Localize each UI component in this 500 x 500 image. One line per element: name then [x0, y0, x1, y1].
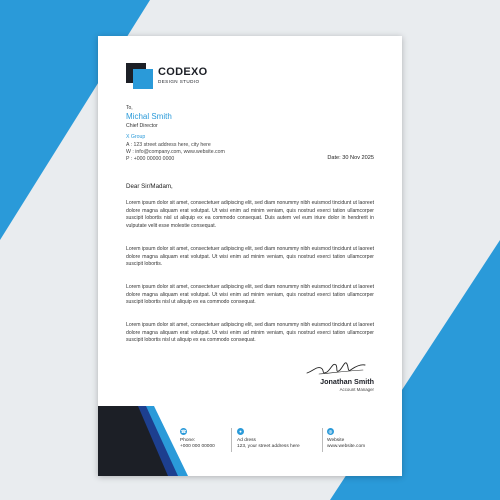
- globe-icon: ◍: [328, 429, 333, 434]
- logo-name: CODEXO: [158, 66, 208, 78]
- footer-divider: [322, 428, 323, 452]
- company-logo: [126, 63, 256, 95]
- signatory-name: Jonathan Smith: [320, 377, 374, 386]
- to-label: To,: [126, 105, 133, 111]
- body-paragraph: Lorem ipsum dolor sit amet, consectetuer adipiscing elit, sed diam nonummy nibh euismod tincidunt ut laoreet dolore magna aliquam erat volutpat. Ut wisi enim ad minim veniam, quis nostrud exerci tation ullamcorper suscipit lobortis nisl ut aliquip ex ea commodo consequat.: [126, 284, 374, 306]
- body-paragraph: Lorem ipsum dolor sit amet, consectetuer adipiscing elit, sed diam nonummy nibh euismod tincidunt ut laoreet dolore magna aliquam erat volutpat. Ut wisi enim ad minim veniam, quis nostrud exerci tation ullamcorper suscipit lobortis nisl ut aliquip ex ea commodo consequat. Duis autem vel eum iriure dolor in hendrerit in vulputate velit esse molestie consequat.: [126, 200, 374, 229]
- logo-square-blue: [133, 69, 153, 89]
- salutation: Dear Sir/Madam,: [126, 183, 173, 190]
- footer-chevron-shapes: [98, 406, 196, 476]
- body-paragraph: Lorem ipsum dolor sit amet, consectetuer adipiscing elit, sed diam nonummy nibh euismod tincidunt ut laoreet dolore magna aliquam erat volutpat. Ut wisi enim ad minim veniam, quis nostrud exerci tation ullamcorper suscipit lobortis nisl ut aliquip ex ea commodo consequat.: [126, 322, 374, 344]
- footer-phone-value: +000 000 00000: [180, 444, 215, 449]
- footer-website-label: Website: [327, 438, 345, 443]
- footer-website: [327, 428, 402, 452]
- recipient-web: W : info@company.com, www.website.com: [126, 149, 225, 155]
- footer-address: [237, 428, 317, 452]
- recipient-title: Chief Director: [126, 123, 158, 129]
- phone-icon: ☎: [180, 429, 187, 434]
- signature-scribble: [305, 356, 367, 378]
- signatory-role: Account Manager: [339, 387, 374, 392]
- recipient-address: A : 123 street address here, city here: [126, 142, 211, 148]
- footer-website-value: www.website.com: [327, 444, 366, 449]
- footer-phone-label: Phone:: [180, 438, 196, 443]
- location-icon: ●: [237, 428, 244, 435]
- footer-address-label: Ad dress: [237, 438, 256, 443]
- footer-address-value: 123, your street address here: [237, 444, 300, 449]
- footer-divider: [231, 428, 232, 452]
- recipient-company: X Group: [126, 134, 146, 140]
- recipient-phone: P : +000 00000 0000: [126, 156, 175, 162]
- recipient-name: Michal Smith: [126, 112, 172, 121]
- letterhead-sheet: [98, 36, 402, 476]
- logo-tagline: DESIGN STUDIO: [158, 79, 200, 84]
- letter-date: Date: 30 Nov 2025: [327, 155, 374, 161]
- body-paragraph: Lorem ipsum dolor sit amet, consectetuer adipiscing elit, sed diam nonummy nibh euismod tincidunt ut laoreet dolore magna aliquam erat volutpat. Ut wisi enim ad minim veniam, quis nostrud exerci tation ullamcorper suscipit lobortis.: [126, 246, 374, 268]
